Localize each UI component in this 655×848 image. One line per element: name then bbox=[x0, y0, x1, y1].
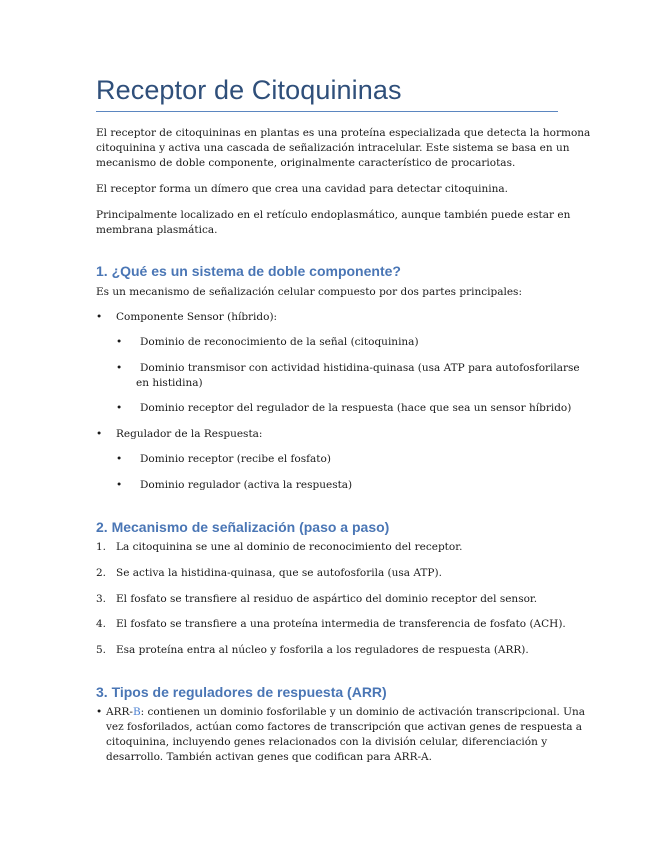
step-text: El fosfato se transfiere a una proteína intermedia de transferencia de fosfato (ACH). bbox=[116, 618, 566, 630]
sub-list-item: Dominio regulador (activa la respuesta) bbox=[140, 479, 353, 491]
step-number: 2. bbox=[96, 567, 107, 579]
arr-prefix: ARR- bbox=[106, 706, 133, 718]
step-number: 3. bbox=[96, 593, 107, 605]
arr-b-line: desarrollo. También activan genes que codifican para ARR-A. bbox=[106, 751, 432, 763]
arr-letter-highlight: B bbox=[132, 706, 141, 718]
arr-b-line bbox=[106, 705, 585, 721]
arr-description-start: : contienen un dominio fosforilable y un dominio de activación transcripcional. Una bbox=[140, 706, 586, 718]
bullet-marker: • bbox=[96, 706, 103, 718]
sub-list-item-continuation: en histidina) bbox=[136, 377, 203, 389]
sub-list-item: Dominio de reconocimiento de la señal (citoquinina) bbox=[140, 336, 419, 348]
bullet-marker: • bbox=[116, 453, 123, 465]
intro-paragraph-line: mecanismo de doble componente, originalmente característico de procariotas. bbox=[96, 157, 516, 169]
bullet-marker: • bbox=[116, 479, 123, 491]
intro-paragraph-location-line: membrana plasmática. bbox=[96, 224, 218, 236]
bullet-marker: • bbox=[96, 428, 103, 440]
section-3-heading: 3. Tipos de reguladores de respuesta (ARR) bbox=[96, 684, 387, 700]
bullet-marker: • bbox=[116, 402, 123, 414]
step-text: La citoquinina se une al dominio de reconocimiento del receptor. bbox=[116, 541, 463, 553]
intro-paragraph-line: El receptor de citoquininas en plantas es una proteína especializada que detecta la hormona bbox=[96, 127, 591, 139]
sub-list-item: Dominio receptor (recibe el fosfato) bbox=[140, 453, 331, 465]
bullet-marker: • bbox=[96, 311, 103, 323]
step-number: 5. bbox=[96, 644, 107, 656]
list-item-response-regulator: Regulador de la Respuesta: bbox=[116, 428, 263, 440]
section-1-lead: Es un mecanismo de señalización celular compuesto por dos partes principales: bbox=[96, 286, 522, 298]
title-divider bbox=[96, 111, 558, 112]
intro-paragraph-line: citoquinina y activa una cascada de señalización intracelular. Este sistema se basa en un bbox=[96, 142, 570, 154]
sub-list-item: Dominio receptor del regulador de la respuesta (hace que sea un sensor híbrido) bbox=[140, 402, 572, 414]
step-text: Se activa la histidina-quinasa, que se autofosforila (usa ATP). bbox=[116, 567, 442, 579]
intro-paragraph-dimer: El receptor forma un dímero que crea una cavidad para detectar citoquinina. bbox=[96, 183, 509, 195]
step-number: 4. bbox=[96, 618, 107, 630]
intro-paragraph-location-line: Principalmente localizado en el retículo endoplasmático, aunque también puede estar en bbox=[96, 209, 571, 221]
bullet-marker: • bbox=[116, 362, 123, 374]
arr-b-line: vez fosforilados, actúan como factores de transcripción que activan genes de respuesta a bbox=[106, 721, 583, 733]
page-title: Receptor de Citoquininas bbox=[96, 75, 402, 105]
step-text: Esa proteína entra al núcleo y fosforila a los reguladores de respuesta (ARR). bbox=[116, 644, 529, 656]
bullet-marker: • bbox=[116, 336, 123, 348]
section-2-heading: 2. Mecanismo de señalización (paso a paso) bbox=[96, 519, 390, 535]
sub-list-item: Dominio transmisor con actividad histidina-quinasa (usa ATP para autofosforilarse bbox=[140, 362, 580, 374]
list-item-sensor-component: Componente Sensor (híbrido): bbox=[116, 311, 278, 323]
arr-b-line: citoquinina, incluyendo genes relacionados con la división celular, diferenciación y bbox=[106, 736, 548, 748]
step-text: El fosfato se transfiere al residuo de aspártico del dominio receptor del sensor. bbox=[116, 593, 538, 605]
step-number: 1. bbox=[96, 541, 107, 553]
section-1-heading: 1. ¿Qué es un sistema de doble componente? bbox=[96, 263, 401, 279]
